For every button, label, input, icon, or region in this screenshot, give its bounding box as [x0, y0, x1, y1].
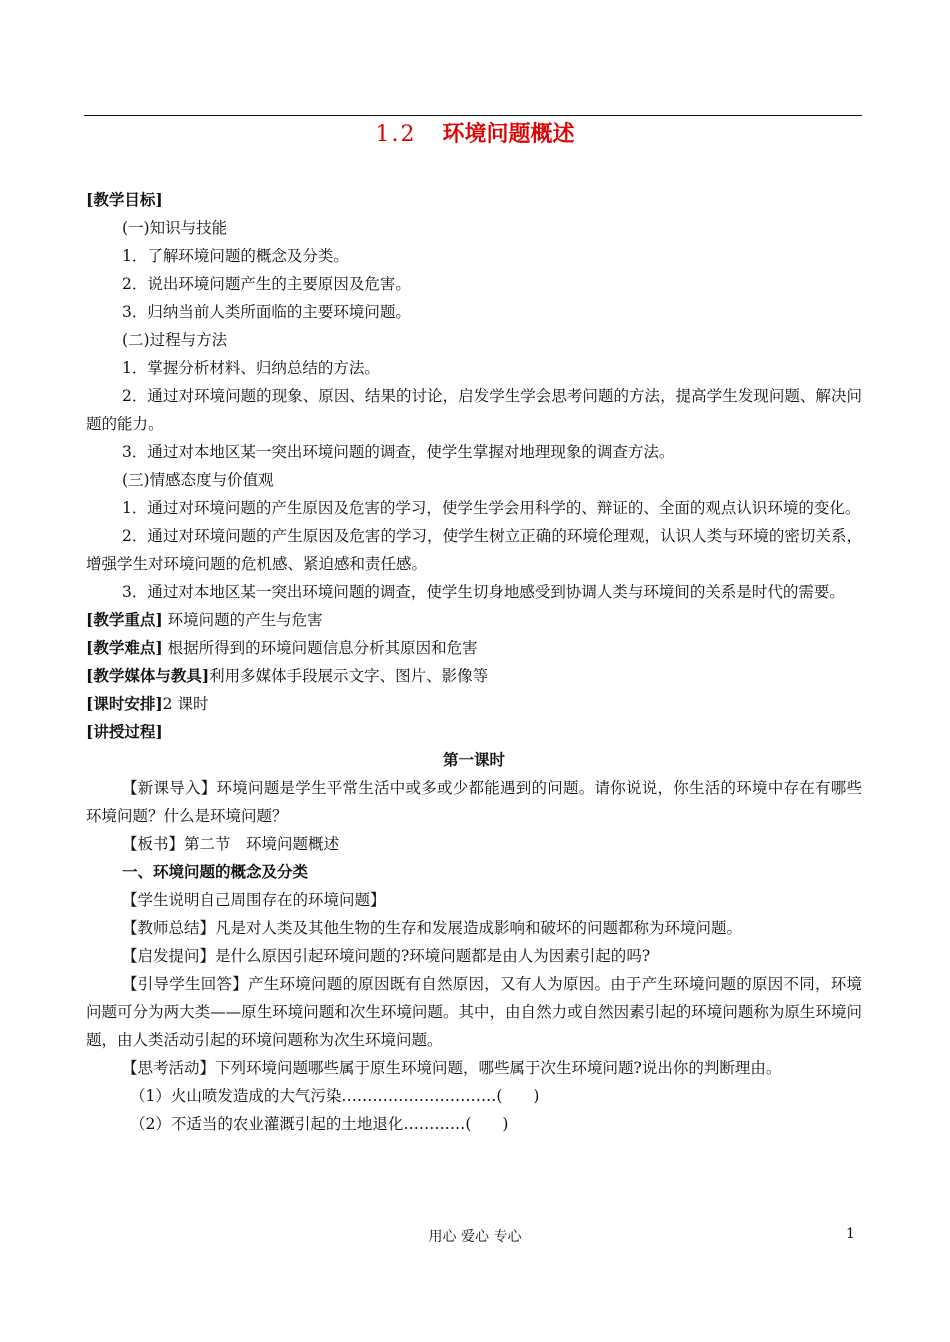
- section-number: 1.2: [375, 122, 417, 147]
- key-points-label: [教学重点]: [86, 610, 163, 629]
- lesson-teacher: 【教师总结】凡是对人类及其他生物的生存和发展造成影响和破坏的问题都称为环境问题。: [122, 919, 743, 937]
- title-text: 环境问题概述: [442, 121, 575, 147]
- group1-item-1: 1．了解环境问题的概念及分类。: [122, 247, 349, 265]
- difficulties: [86, 634, 862, 662]
- lesson-answer: 【引导学生回答】产生环境问题的原因既有自然原因，又有人为原因。由于产生环境问题的原因不同，环境问题可分为两大类——原生环境问题和次生环境问题。其中，由自然力或自然因素引起的环境问题称为原生环境问题，由人类活动引起的环境问题称为次生环境问题。: [86, 975, 862, 1049]
- document-body: [86, 186, 862, 1138]
- key-points-text: 环境问题的产生与危害: [167, 611, 323, 629]
- group2-label: (二)过程与方法: [122, 331, 228, 349]
- group3-item-1: 1．通过对环境问题的产生原因及危害的学习，使学生学会用科学的、辩证的、全面的观点认识环境的变化。: [122, 499, 861, 517]
- lesson-question: 【启发提问】是什么原因引起环境问题的?环境问题都是由人为因素引起的吗?: [122, 947, 651, 965]
- schedule-text: 2 课时: [162, 695, 209, 713]
- lesson-board: 【板书】第二节 环境问题概述: [122, 835, 340, 853]
- process-heading: [讲授过程]: [86, 722, 163, 741]
- group1-item-2: 2．说出环境问题产生的主要原因及危害。: [122, 275, 411, 293]
- media: [86, 662, 862, 690]
- group3-item-3: 3．通过对本地区某一突出环境问题的调查，使学生切身地感受到协调人类与环境间的关系是时代的需要。: [122, 583, 845, 601]
- lesson-student: 【学生说明自己周围存在的环境问题】: [122, 891, 386, 909]
- schedule-label: [课时安排]: [86, 694, 163, 713]
- key-points: [86, 606, 862, 634]
- lesson-activity: 【思考活动】下列环境问题哪些属于原生环境问题，哪些属于次生环境问题?说出你的判断理由。: [122, 1059, 782, 1077]
- page-number: 1: [846, 1226, 855, 1242]
- group1-label: (一)知识与技能: [122, 219, 228, 237]
- group2-item-3: 3．通过对本地区某一突出环境问题的调查，使学生掌握对地理现象的调查方法。: [122, 443, 675, 461]
- section-heading-1: 一、环境问题的概念及分类: [122, 862, 309, 881]
- schedule: [86, 690, 862, 718]
- difficulties-text: 根据所得到的环境问题信息分析其原因和危害: [167, 639, 478, 657]
- list-item: （1）火山喷发造成的大气污染…………………………( ): [130, 1087, 540, 1105]
- group2-item-2: 2．通过对环境问题的现象、原因、结果的讨论，启发学生学会思考问题的方法，提高学生发现问题、解决问题的能力。: [86, 387, 862, 433]
- lesson-intro: 【新课导入】环境问题是学生平常生活中或多或少都能遇到的问题。请你说说，你生活的环境中存在有哪些环境问题？什么是环境问题？: [86, 779, 862, 825]
- group1-item-3: 3．归纳当前人类所面临的主要环境问题。: [122, 303, 411, 321]
- media-text: 利用多媒体手段展示文字、图片、影像等: [209, 667, 489, 685]
- group2-item-1: 1．掌握分析材料、归纳总结的方法。: [122, 359, 380, 377]
- group3-label: (三)情感态度与价值观: [122, 471, 274, 489]
- media-label: [教学媒体与教具]: [86, 666, 210, 685]
- difficulties-label: [教学难点]: [86, 638, 163, 657]
- objectives-heading: [教学目标]: [86, 190, 163, 209]
- lesson-title: 第一课时: [442, 750, 505, 769]
- footer-slogan: 用心 爱心 专心: [428, 1229, 522, 1245]
- list-item: （2）不适当的农业灌溉引起的土地退化…………( ): [130, 1115, 509, 1133]
- group3-item-2: 2．通过对环境问题的产生原因及危害的学习，使学生树立正确的环境伦理观，认识人类与环境的密切关系，增强学生对环境问题的危机感、紧迫感和责任感。: [86, 527, 862, 573]
- page-title: [0, 116, 950, 153]
